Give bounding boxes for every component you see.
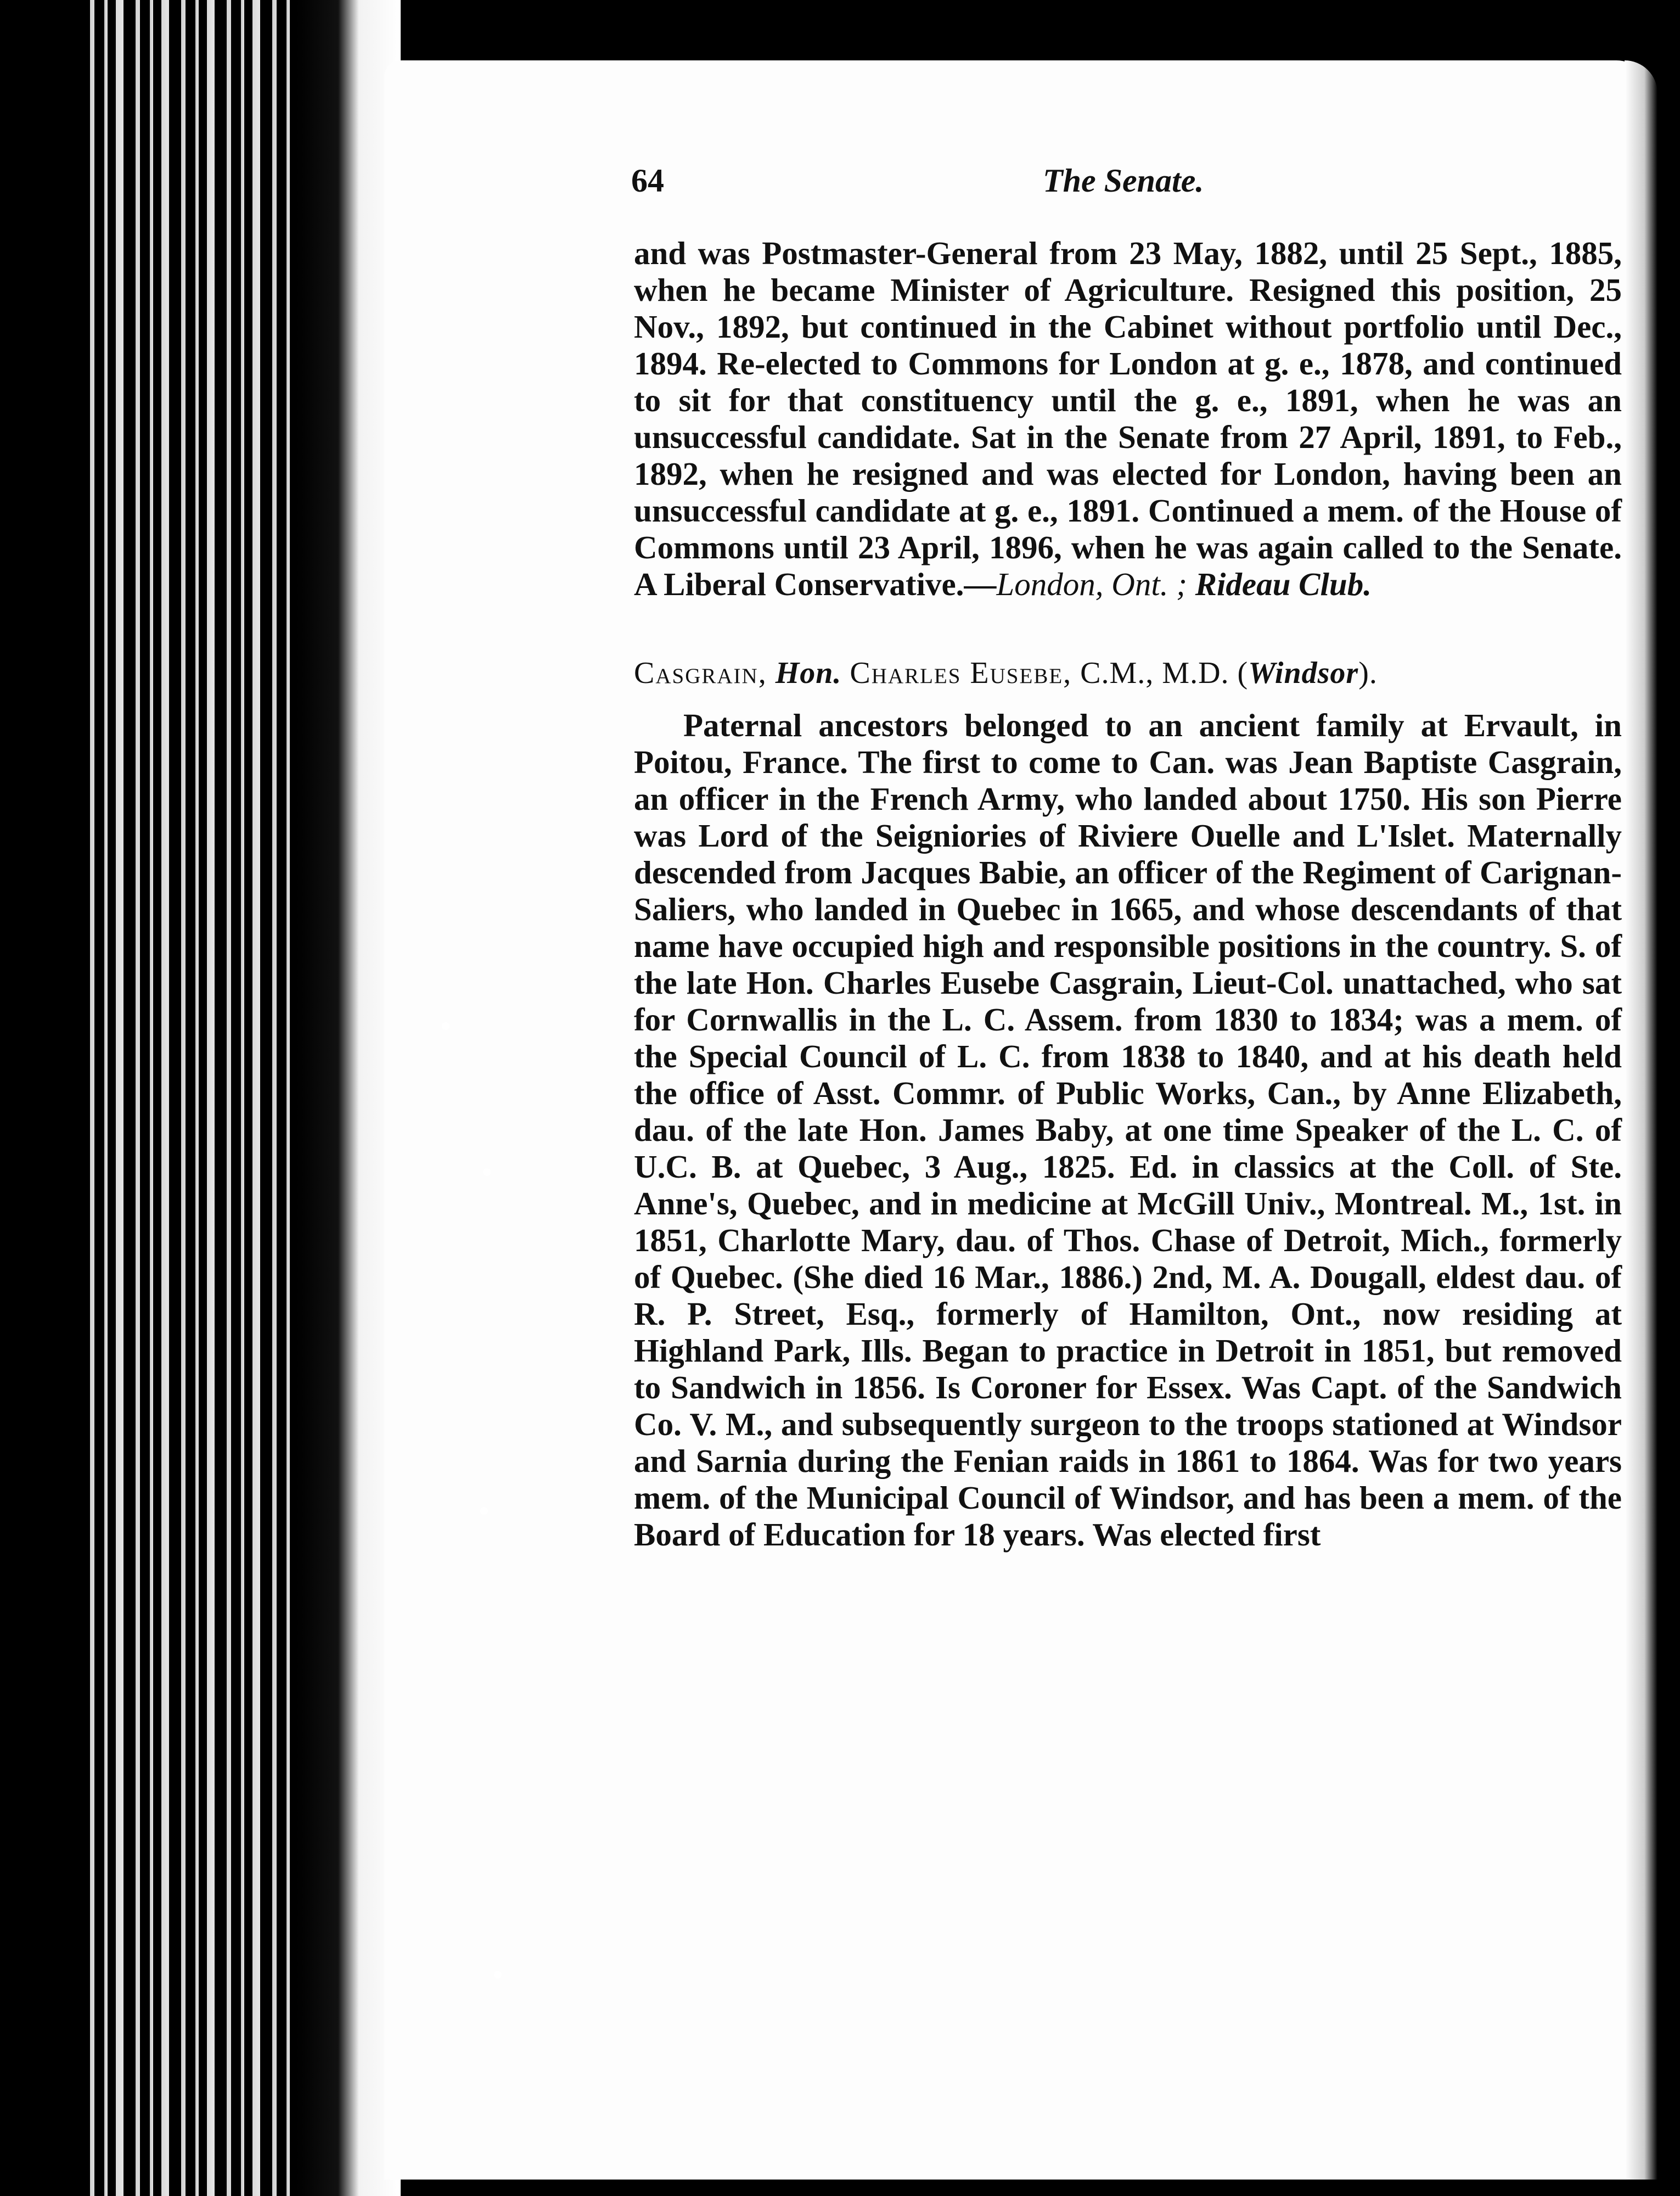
running-title: The Senate. bbox=[1043, 163, 1204, 199]
entry-seat-close: ). bbox=[1358, 656, 1378, 690]
entry-continuation-body: and was Postmaster-General from 23 May, 1882, until 25 Sept., 1885, when he became Minister of Agriculture. Resigned this position, 25 Nov., 1892, but continued in the Cabinet without portfolio until Dec., 1894. Re-elected to Commons for London at g. e., 1878, and continued to sit for that constituency until the g. e., 1891, when he was an unsuccessful candidate. Sat in the Senate from 27 April, 1891, to Feb., 1892, when he resigned and was elected for London, having been an unsuccessful candidate at g. e., 1891. Continued a mem. of the House of Commons until 23 April, 1896, when he was again called to the Senate. A Liberal Conservative.— bbox=[634, 235, 1622, 602]
running-head bbox=[631, 162, 1630, 206]
scan-speck bbox=[483, 1168, 491, 1176]
entry-continuation bbox=[634, 235, 1622, 603]
text-column bbox=[634, 235, 1622, 1553]
page-number: 64 bbox=[631, 163, 664, 199]
entry-address: London, Ont. bbox=[996, 566, 1168, 602]
scan-speck bbox=[480, 1507, 488, 1515]
entry-seat: Windsor bbox=[1248, 656, 1359, 690]
entry-degrees: C.M., M.D. bbox=[1080, 656, 1229, 690]
entry-body: Paternal ancestors belonged to an ancient family at Ervault, in Poitou, France. The first to come to Can. was Jean Baptiste Casgrain, an officer in the French Army, who landed about 1750. His son Pierre was Lord of the Seigniories of Riviere Ouelle and L'Islet. Maternally descended from Jacques Babie, an officer of the Regiment of Carignan-Saliers, who landed in Quebec in 1665, and whose descendants of that name have occupied high and responsible positions in the country. S. of the late Hon. Charles Eusebe Casgrain, Lieut-Col. unattached, who sat for Cornwallis in the L. C. Assem. from 1830 to 1834; was a mem. of the Special Council of L. C. from 1838 to 1840, and at his death held the office of Asst. Commr. of Public Works, Can., by Anne Elizabeth, dau. of the late Hon. James Baby, at one time Speaker of the L. C. of U.C. B. at Quebec, 3 Aug., 1825. Ed. in classics at the Coll. of Ste. Anne's, Quebec, and in medicine at McGill Univ., Montreal. M., 1st. in 1851, Charlotte Mary, dau. of Thos. Chase of Detroit, Mich., formerly of Quebec. (She died 16 Mar., 1886.) 2nd, M. A. Dougall, eldest dau. of R. P. Street, Esq., formerly of Hamilton, Ont., now residing at Highland Park, Ills. Began to practice in Detroit in 1851, but removed to Sandwich in 1856. Is Coroner for Essex. Was Capt. of the Sandwich Co. V. M., and subsequently surgeon to the troops stationed at Windsor and Sarnia during the Fenian raids in 1861 to 1864. Was for two years mem. of the Municipal Council of Windsor, and has been a mem. of the Board of Education for 18 years. Was elected first bbox=[634, 707, 1622, 1553]
entry-surname: Casgrain, bbox=[634, 656, 767, 690]
entry-seat-open: ( bbox=[1237, 656, 1249, 690]
entry-address-separator: ; bbox=[1168, 566, 1195, 602]
entry-given-names: Charles Eusebe, bbox=[850, 656, 1072, 690]
scan-speck bbox=[494, 1971, 502, 1979]
scan-speck bbox=[442, 1022, 450, 1030]
entry-honorific: Hon. bbox=[775, 656, 842, 690]
entry-heading bbox=[634, 655, 1622, 692]
entry-club: Rideau Club. bbox=[1195, 566, 1372, 602]
page-edge-shadow bbox=[1625, 60, 1657, 2180]
